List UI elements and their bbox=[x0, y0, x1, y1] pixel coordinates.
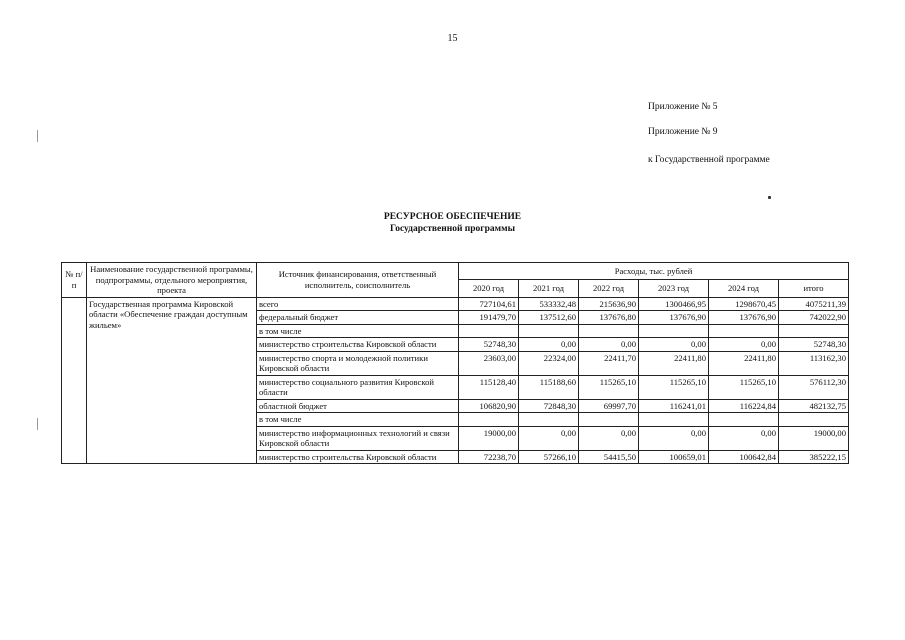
value-cell: 57266,10 bbox=[519, 450, 579, 464]
value-cell: 0,00 bbox=[639, 426, 709, 450]
source-cell: в том числе bbox=[257, 324, 459, 338]
value-cell: 137676,90 bbox=[639, 311, 709, 325]
value-cell: 137676,90 bbox=[709, 311, 779, 325]
value-cell: 0,00 bbox=[519, 426, 579, 450]
table-body bbox=[62, 297, 849, 464]
header-expenses: Расходы, тыс. рублей bbox=[459, 263, 849, 280]
table-row bbox=[62, 297, 849, 311]
total-cell: 19000,00 bbox=[779, 426, 849, 450]
value-cell bbox=[519, 324, 579, 338]
value-cell bbox=[709, 413, 779, 427]
value-cell: 0,00 bbox=[519, 338, 579, 352]
value-cell: 1300466,95 bbox=[639, 297, 709, 311]
value-cell: 0,00 bbox=[709, 426, 779, 450]
source-cell: министерство спорта и молодежной политики Кировской области bbox=[257, 351, 459, 375]
value-cell bbox=[639, 324, 709, 338]
scan-mark bbox=[37, 418, 38, 430]
header-total: итого bbox=[779, 280, 849, 297]
total-cell: 385222,15 bbox=[779, 450, 849, 464]
total-cell bbox=[779, 324, 849, 338]
appendix-line-3: к Государственной программе bbox=[648, 155, 770, 165]
source-cell: всего bbox=[257, 297, 459, 311]
value-cell: 0,00 bbox=[709, 338, 779, 352]
source-cell: министерство информационных технологий и связи Кировской области bbox=[257, 426, 459, 450]
value-cell: 533332,48 bbox=[519, 297, 579, 311]
value-cell: 137512,60 bbox=[519, 311, 579, 325]
header-source: Источник финансирования, ответственный исполнитель, соисполнитель bbox=[257, 263, 459, 298]
source-cell: министерство строительства Кировской области bbox=[257, 338, 459, 352]
value-cell: 1298670,45 bbox=[709, 297, 779, 311]
source-cell: областной бюджет bbox=[257, 399, 459, 413]
total-cell: 742022,90 bbox=[779, 311, 849, 325]
value-cell: 72238,70 bbox=[459, 450, 519, 464]
value-cell bbox=[579, 324, 639, 338]
header-year: 2023 год bbox=[639, 280, 709, 297]
source-cell: министерство социального развития Кировской области bbox=[257, 375, 459, 399]
value-cell: 215636,90 bbox=[579, 297, 639, 311]
value-cell: 23603,00 bbox=[459, 351, 519, 375]
scan-mark bbox=[37, 130, 38, 142]
header-num: № п/п bbox=[62, 263, 87, 298]
document-title bbox=[0, 211, 905, 235]
total-cell: 113162,30 bbox=[779, 351, 849, 375]
value-cell: 116241,01 bbox=[639, 399, 709, 413]
value-cell: 115265,10 bbox=[709, 375, 779, 399]
value-cell: 52748,30 bbox=[459, 338, 519, 352]
total-cell: 482132,75 bbox=[779, 399, 849, 413]
value-cell: 0,00 bbox=[639, 338, 709, 352]
resource-table bbox=[61, 262, 849, 464]
value-cell: 106820,90 bbox=[459, 399, 519, 413]
value-cell bbox=[459, 413, 519, 427]
value-cell: 191479,70 bbox=[459, 311, 519, 325]
value-cell bbox=[639, 413, 709, 427]
value-cell: 115265,10 bbox=[579, 375, 639, 399]
value-cell: 0,00 bbox=[579, 426, 639, 450]
header-year: 2020 год bbox=[459, 280, 519, 297]
value-cell: 100659,01 bbox=[639, 450, 709, 464]
value-cell: 69997,70 bbox=[579, 399, 639, 413]
header-year: 2024 год bbox=[709, 280, 779, 297]
scan-dot bbox=[768, 196, 771, 199]
header-year: 2021 год bbox=[519, 280, 579, 297]
value-cell: 19000,00 bbox=[459, 426, 519, 450]
value-cell: 115265,10 bbox=[639, 375, 709, 399]
value-cell bbox=[579, 413, 639, 427]
page-number: 15 bbox=[447, 33, 458, 44]
value-cell: 115128,40 bbox=[459, 375, 519, 399]
program-name-cell: Государственная программа Кировской области «Обеспечение граждан доступным жильем» bbox=[87, 297, 257, 464]
value-cell: 22411,70 bbox=[579, 351, 639, 375]
appendix-line-2: Приложение № 9 bbox=[648, 127, 718, 137]
appendix-line-1: Приложение № 5 bbox=[648, 102, 718, 112]
value-cell: 22324,00 bbox=[519, 351, 579, 375]
total-cell: 576112,30 bbox=[779, 375, 849, 399]
source-cell: федеральный бюджет bbox=[257, 311, 459, 325]
total-cell: 52748,30 bbox=[779, 338, 849, 352]
value-cell: 54415,50 bbox=[579, 450, 639, 464]
value-cell: 22411,80 bbox=[709, 351, 779, 375]
title-line-2: Государственной программы bbox=[389, 224, 516, 234]
value-cell: 727104,61 bbox=[459, 297, 519, 311]
value-cell: 137676,80 bbox=[579, 311, 639, 325]
title-line-1: РЕСУРСНОЕ ОБЕСПЕЧЕНИЕ bbox=[383, 212, 522, 222]
total-cell bbox=[779, 413, 849, 427]
header-year: 2022 год bbox=[579, 280, 639, 297]
value-cell bbox=[519, 413, 579, 427]
value-cell: 22411,80 bbox=[639, 351, 709, 375]
value-cell: 116224,84 bbox=[709, 399, 779, 413]
value-cell: 72848,30 bbox=[519, 399, 579, 413]
row-number-cell bbox=[62, 297, 87, 464]
value-cell bbox=[709, 324, 779, 338]
total-cell: 4075211,39 bbox=[779, 297, 849, 311]
value-cell bbox=[459, 324, 519, 338]
value-cell: 0,00 bbox=[579, 338, 639, 352]
value-cell: 100642,84 bbox=[709, 450, 779, 464]
header-name: Наименование государственной программы, подпрограммы, отдельного мероприятия, проекта bbox=[87, 263, 257, 298]
source-cell: в том числе bbox=[257, 413, 459, 427]
source-cell: министерство строительства Кировской области bbox=[257, 450, 459, 464]
value-cell: 115188,60 bbox=[519, 375, 579, 399]
